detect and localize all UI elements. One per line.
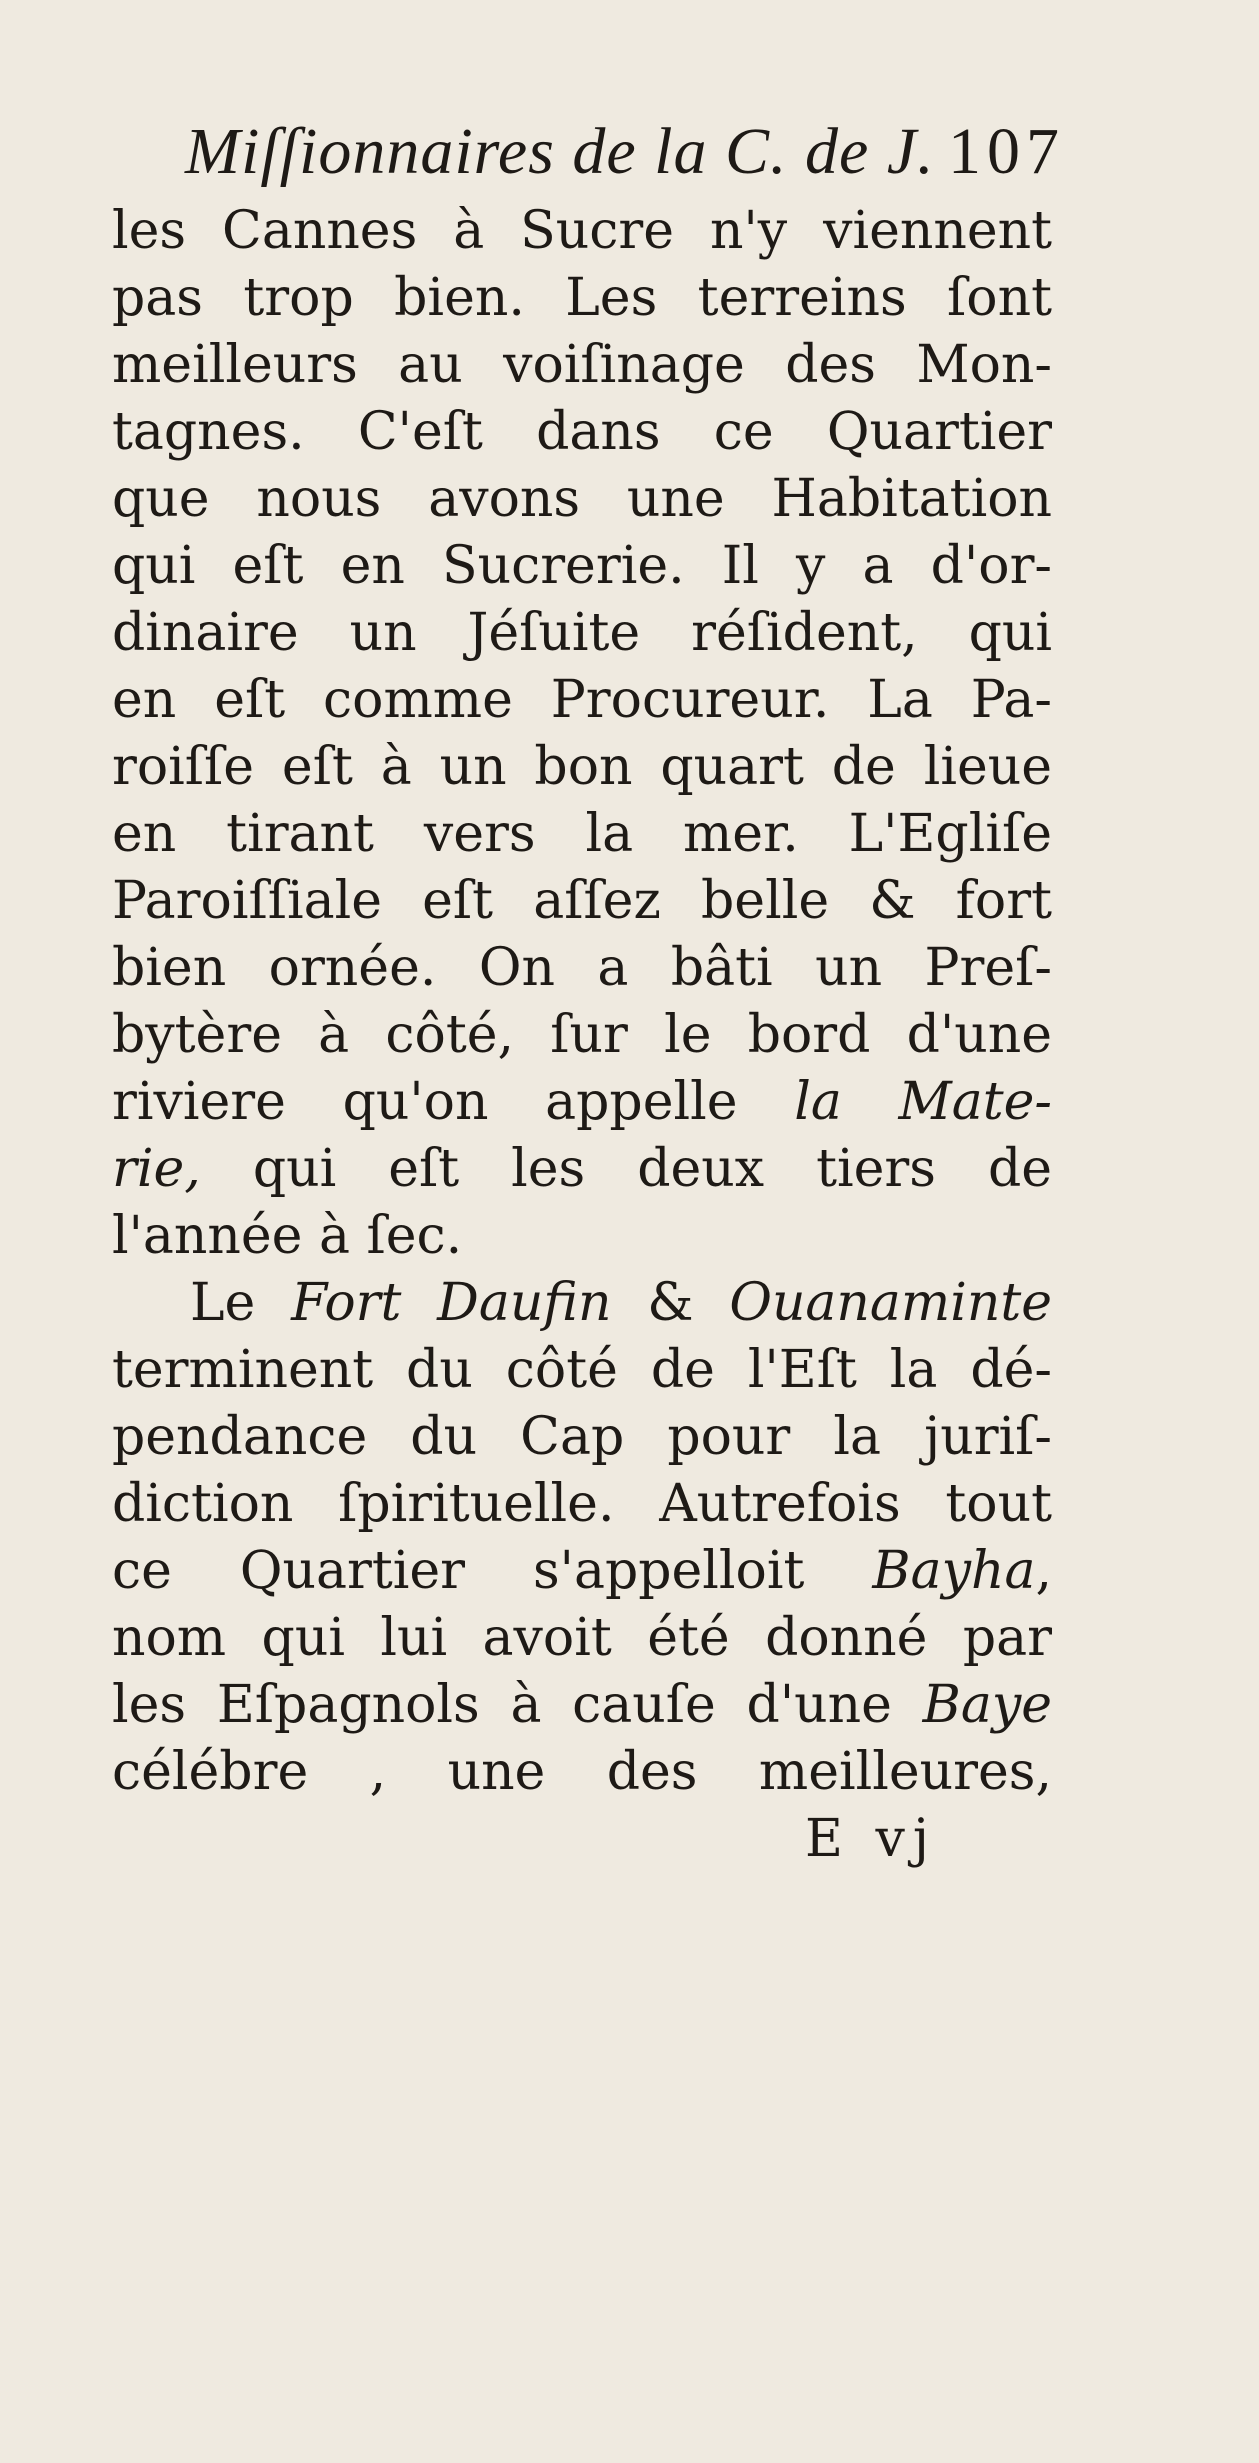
text-line-15: [112, 1137, 1052, 1201]
text-line-17: [190, 1271, 1052, 1335]
text-line-19: pendance du Cap pour la juriſ-: [112, 1407, 1052, 1467]
text-line-6: qui eſt en Sucrerie. Il y a d'or-: [112, 536, 1052, 596]
text-line-2: pas trop bien. Les terreins ſont: [112, 268, 1052, 328]
italic-term: rie,: [112, 1139, 201, 1199]
text-line-7: dinaire un Jéſuite réſident, qui: [112, 603, 1052, 663]
italic-term: Fort Daufin: [291, 1273, 612, 1333]
text-segment: Le: [190, 1273, 256, 1333]
text-line-3: meilleurs au voiſinage des Mon-: [112, 335, 1052, 395]
text-segment: qui eſt les deux tiers de: [252, 1139, 1053, 1199]
text-line-16: l'année à ſec.: [112, 1206, 463, 1266]
text-line-9: roiſſe eſt à un bon quart de lieue: [112, 737, 1052, 797]
page-number: 107: [948, 115, 1065, 188]
text-line-24: célébre , une des meilleures,: [112, 1742, 1052, 1802]
italic-term: Baye: [922, 1675, 1052, 1735]
text-line-20: diction ſpirituelle. Autrefois tout: [112, 1474, 1052, 1534]
text-segment: ce Quartier s'appelloit: [112, 1541, 805, 1601]
text-segment: les Eſpagnols à cauſe d'une: [112, 1675, 892, 1735]
text-line-8: en eſt comme Procureur. La Pa-: [112, 670, 1052, 730]
text-line-23: [112, 1673, 1052, 1737]
text-line-21: [112, 1539, 1052, 1603]
running-title: Miſſionnaires de la C. de J.: [185, 115, 935, 188]
page-header: [185, 112, 1065, 192]
text-line-10: en tirant vers la mer. L'Egliſe: [112, 804, 1052, 864]
text-line-14: [112, 1070, 1052, 1134]
text-line-12: bien ornée. On a bâti un Preſ-: [112, 938, 1052, 998]
text-segment: ,: [1035, 1541, 1052, 1601]
text-line-4: tagnes. C'eſt dans ce Quartier: [112, 402, 1052, 462]
text-line-13: bytère à côté, ſur le bord d'une: [112, 1005, 1052, 1065]
italic-term: Bayha: [872, 1541, 1036, 1601]
signature-mark: E vj: [805, 1809, 937, 1869]
italic-term: la Mate-: [794, 1072, 1052, 1132]
text-line-18: terminent du côté de l'Eſt la dé-: [112, 1340, 1052, 1400]
italic-term: Ouanaminte: [729, 1273, 1053, 1333]
text-segment: &: [647, 1273, 694, 1333]
text-line-1: les Cannes à Sucre n'y viennent: [112, 201, 1052, 261]
text-line-11: Paroiſſiale eſt aſſez belle & fort: [112, 871, 1052, 931]
text-line-22: nom qui lui avoit été donné par: [112, 1608, 1052, 1668]
text-segment: riviere qu'on appelle: [112, 1072, 738, 1132]
text-line-5: que nous avons une Habitation: [112, 469, 1052, 529]
